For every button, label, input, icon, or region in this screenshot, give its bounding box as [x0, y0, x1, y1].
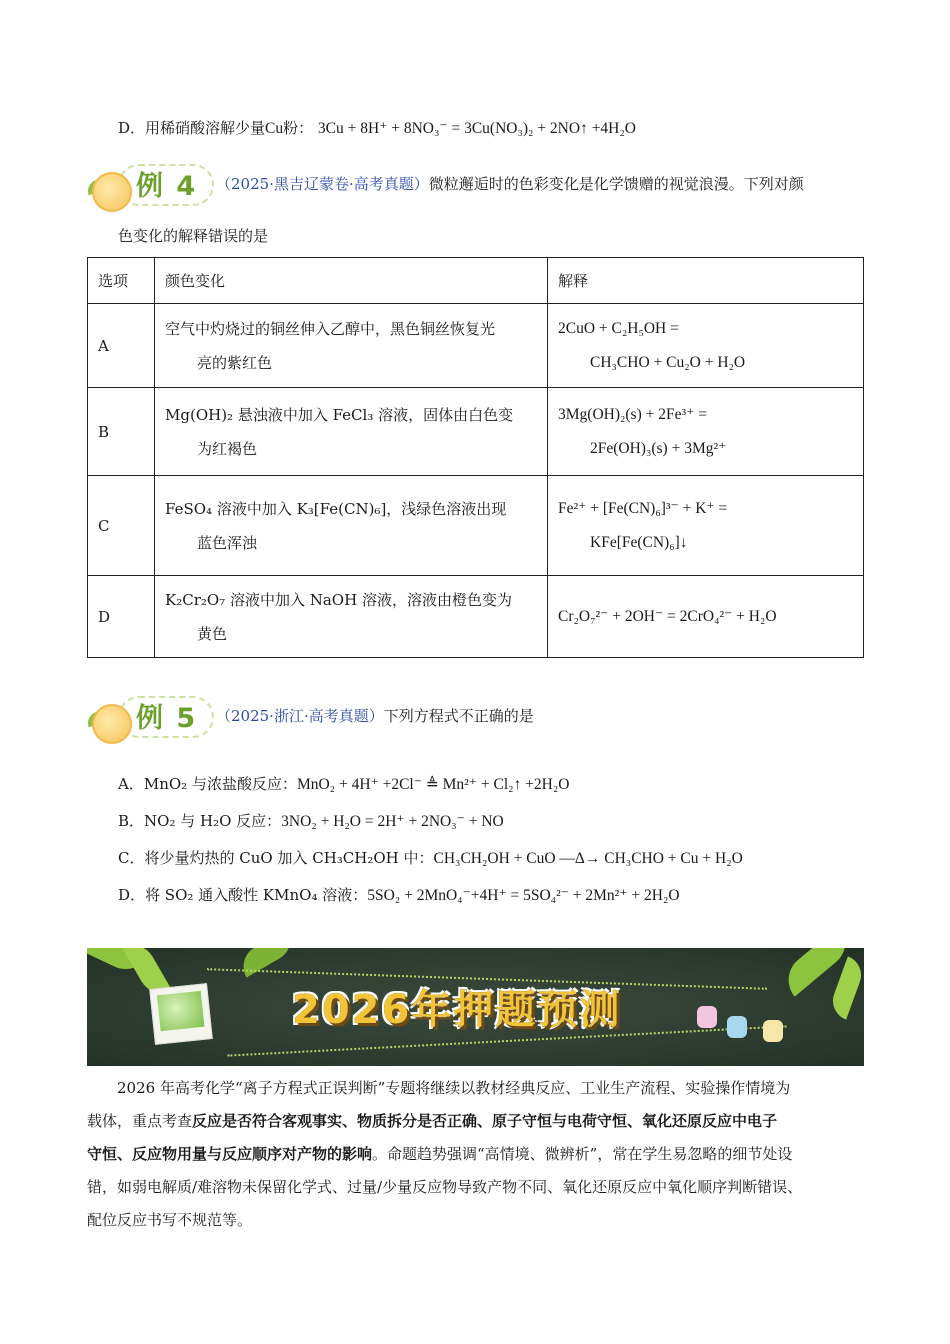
option-b — [118, 811, 504, 832]
table-header-row — [88, 258, 864, 304]
option-equation: 5SO₂ + 2MnO₄⁻+4H⁺ = 5SO₄²⁻ + 2Mn²⁺ + 2H₂O — [367, 887, 680, 904]
option-label: C． — [118, 849, 145, 867]
header-option: 选项 — [88, 258, 155, 304]
forecast-line-3 — [87, 1140, 864, 1169]
change-line: 亮的紫红色 — [197, 353, 273, 372]
explain-line: Fe²⁺ + [Fe(CN)₆]³⁻ + K⁺ = — [558, 499, 728, 517]
option-text: MnO₂ 与浓盐酸反应： — [143, 775, 297, 793]
header-explain: 解释 — [548, 258, 864, 304]
explain-line: KFe[Fe(CN)₆]↓ — [590, 533, 688, 551]
option-d-top — [118, 118, 636, 139]
change-line: 空气中灼烧过的铜丝伸入乙醇中，黑色铜丝恢复光 — [165, 319, 496, 338]
forecast-bold: 反应是否符合客观事实、物质拆分是否正确、原子守恒与电荷守恒、氧化还原反应中电子 — [192, 1112, 778, 1130]
change-line: K₂Cr₂O₇ 溶液中加入 NaOH 溶液，溶液由橙色变为 — [165, 590, 512, 609]
row-change — [155, 304, 548, 388]
header-change: 颜色变化 — [155, 258, 548, 304]
example-5-badge — [92, 690, 212, 738]
option-label: B． — [118, 812, 145, 830]
row-change — [155, 576, 548, 658]
example-5-stem — [216, 706, 534, 726]
forecast-line-1: 2026 年高考化学“离子方程式正误判断”专题将继续以教材经典反应、工业生产流程、实验操作情境为 — [117, 1079, 791, 1097]
option-label: A． — [118, 775, 144, 793]
powder-text: 粉： — [283, 119, 314, 137]
orange-slice-icon — [92, 704, 132, 744]
row-explain — [548, 576, 864, 658]
badge-text: 例 5 — [136, 703, 198, 734]
row-explain — [548, 476, 864, 576]
forecast-text: 。命题趋势强调“高情境、微辨析”，常在学生易忽略的细节处设 — [372, 1145, 793, 1163]
option-equation: MnO₂ + 4H⁺ +2Cl⁻ ≜ Mn²⁺ + Cl₂↑ +2H₂O — [296, 776, 570, 793]
row-option: B — [88, 388, 155, 476]
explain-line: 2Fe(OH)₃(s) + 3Mg²⁺ — [590, 439, 727, 457]
row-option: A — [88, 304, 155, 388]
change-line: 黄色 — [197, 624, 228, 643]
option-label: D． — [118, 886, 146, 904]
option-text: NO₂ 与 H₂O 反应： — [144, 812, 282, 830]
explain-line: Cr₂O₇²⁻ + 2OH⁻ = 2CrO₄²⁻ + H₂O — [558, 607, 777, 625]
change-line: 蓝色浑浊 — [197, 533, 258, 552]
example-5-stem-text: 下列方程式不正确的是 — [383, 707, 534, 725]
badge-text: 例 4 — [136, 171, 198, 202]
example-4-stem-line2: 色变化的解释错误的是 — [118, 227, 269, 245]
forecast-line-5: 配位反应书写不规范等。 — [87, 1211, 253, 1229]
option-a — [118, 774, 569, 795]
example-4-stem-line1: 微粒邂逅时的色彩变化是化学馈赠的视觉浪漫。下列对颜 — [428, 175, 804, 193]
cu-text: Cu — [265, 120, 284, 137]
orange-slice-icon — [92, 172, 132, 212]
row-option: C — [88, 476, 155, 576]
row-explain — [548, 304, 864, 388]
option-d — [118, 885, 680, 906]
clip-icon — [763, 1020, 783, 1042]
explanation-table — [87, 257, 864, 658]
example-5-source: （2025·浙江·高考真题） — [216, 707, 384, 725]
row-option: D — [88, 576, 155, 658]
table-row — [88, 476, 864, 576]
option-equation: 3NO₂ + H₂O = 2H⁺ + 2NO₃⁻ + NO — [281, 813, 504, 830]
example-4-source: （2025·黑吉辽蒙卷·高考真题） — [216, 175, 429, 193]
forecast-bold: 守恒、反应物用量与反应顺序对产物的影响 — [87, 1145, 373, 1163]
leaf-icon — [827, 956, 864, 1019]
explain-line: CH₃CHO + Cu₂O + H₂O — [590, 353, 746, 371]
forecast-line-2 — [87, 1107, 864, 1136]
clip-icon — [697, 1006, 717, 1028]
forecast-banner — [87, 948, 864, 1066]
change-line: FeSO₄ 溶液中加入 K₃[Fe(CN)₆]，浅绿色溶液出现 — [165, 499, 507, 518]
forecast-text: 载体，重点考查 — [87, 1112, 193, 1130]
row-explain — [548, 388, 864, 476]
option-c — [118, 848, 743, 869]
table-row — [88, 388, 864, 476]
option-text: 将少量灼热的 CuO 加入 CH₃CH₂OH 中： — [144, 849, 434, 867]
photo-icon — [149, 983, 213, 1045]
row-change — [155, 388, 548, 476]
option-d-equation: 3Cu + 8H⁺ + 8NO₃⁻ = 3Cu(NO₃)₂ + 2NO↑ +4H₂O — [317, 120, 636, 137]
change-line: 为红褐色 — [197, 439, 258, 458]
row-change — [155, 476, 548, 576]
change-line: Mg(OH)₂ 悬浊液中加入 FeCl₃ 溶液，固体由白色变 — [165, 405, 514, 424]
example-4-stem — [216, 174, 804, 194]
explain-line: 3Mg(OH)₂(s) + 2Fe³⁺ = — [558, 405, 707, 423]
option-text: 将 SO₂ 通入酸性 KMnO₄ 溶液： — [145, 886, 368, 904]
forecast-line-4: 错，如弱电解质/难溶物未保留化学式、过量/少量反应物导致产物不同、氧化还原反应中氧化顺序判断错误、 — [87, 1178, 803, 1196]
option-d-label: D．用稀硝酸溶解少量 — [118, 119, 266, 137]
option-equation: CH₃CH₂OH + CuO —Δ→ CH₃CHO + Cu + H₂O — [433, 850, 743, 867]
example-4-badge — [92, 158, 212, 206]
clip-icon — [727, 1016, 747, 1038]
table-row — [88, 304, 864, 388]
banner-title: 2026年押题预测 — [292, 987, 622, 1033]
explain-line: 2CuO + C₂H₅OH = — [558, 319, 679, 337]
table-row — [88, 576, 864, 658]
